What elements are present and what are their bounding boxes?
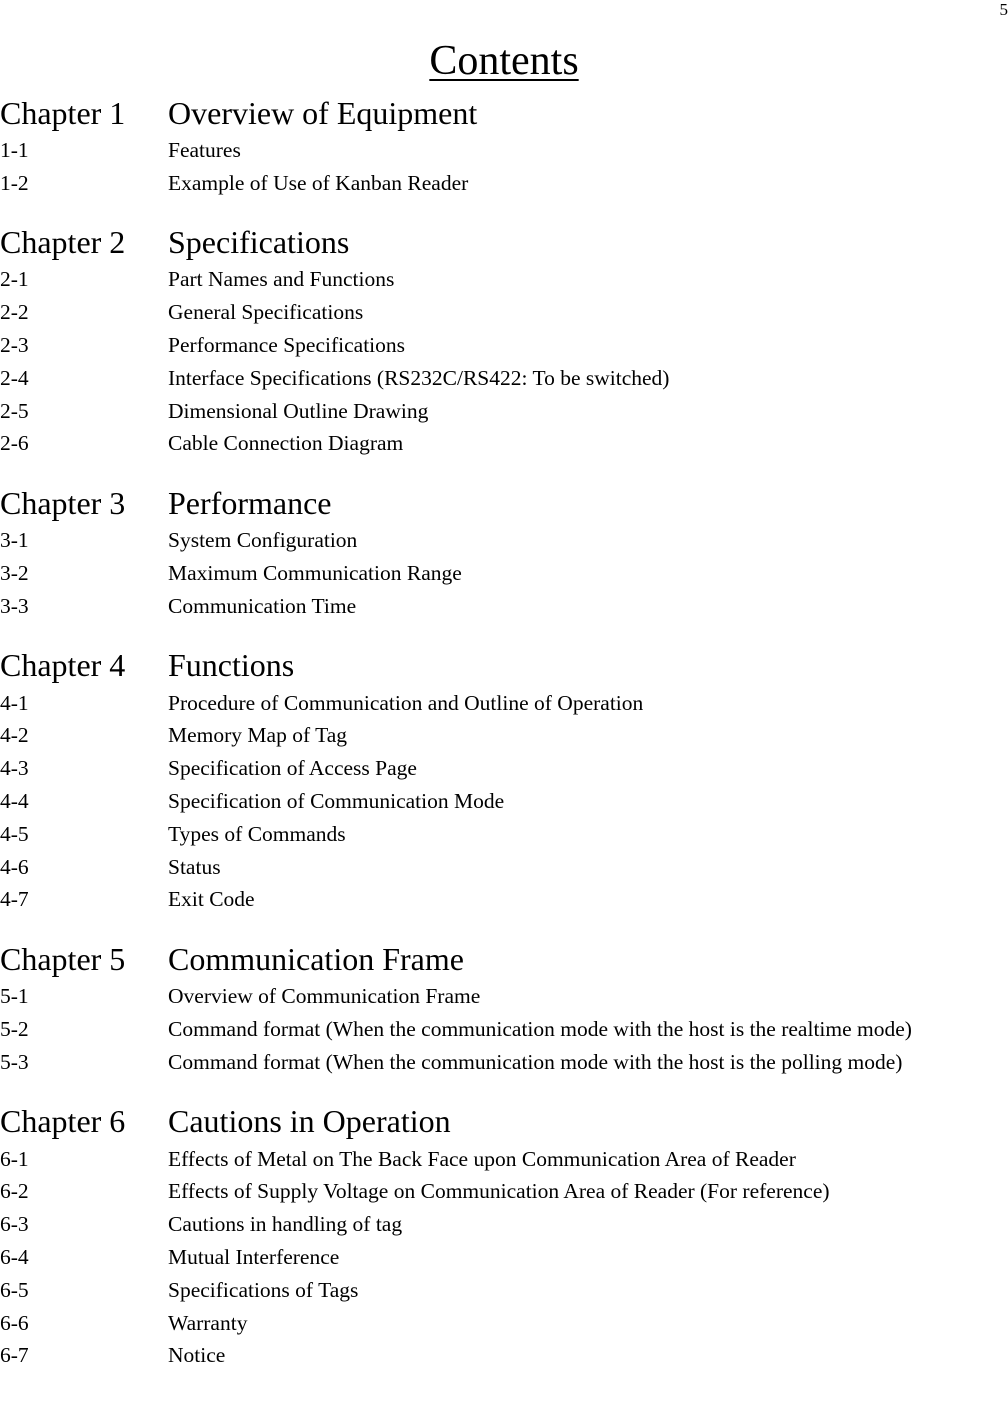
chapter-2: [0, 222, 1008, 461]
chapter-number: Chapter 6: [0, 1103, 126, 1140]
toc-entry[interactable]: [0, 980, 1008, 1013]
section-number: 6-6: [0, 1310, 29, 1335]
section-number: 4-3: [0, 756, 29, 781]
section-title: Specifications of Tags: [168, 1277, 359, 1302]
chapter-title: Functions: [168, 647, 295, 684]
toc-entry[interactable]: [0, 1340, 1008, 1373]
chapter-number: Chapter 1: [0, 94, 126, 131]
section-title: Effects of Supply Voltage on Communication Area of Reader (For reference): [168, 1179, 830, 1204]
section-number: 6-4: [0, 1245, 29, 1270]
toc-entry[interactable]: [0, 818, 1008, 851]
section-number: 3-2: [0, 561, 29, 586]
toc-entry[interactable]: [0, 329, 1008, 362]
section-number: 6-3: [0, 1212, 29, 1237]
chapter-number: Chapter 3: [0, 484, 126, 521]
page-number: 5: [999, 0, 1008, 19]
chapter-title: Performance: [168, 484, 332, 521]
toc-entry[interactable]: [0, 687, 1008, 720]
toc-entry[interactable]: [0, 785, 1008, 818]
toc-entry[interactable]: [0, 428, 1008, 461]
section-title: Command format (When the communication mode with the host is the polling mode): [168, 1049, 903, 1074]
section-title: Overview of Communication Frame: [168, 984, 481, 1009]
chapter-4: [0, 645, 1008, 917]
section-title: Specification of Communication Mode: [168, 789, 505, 814]
toc-entry[interactable]: [0, 884, 1008, 917]
toc-entry[interactable]: [0, 362, 1008, 395]
section-title: Part Names and Functions: [168, 267, 395, 292]
section-title: Types of Commands: [168, 821, 346, 846]
chapter-title: Cautions in Operation: [168, 1103, 451, 1140]
section-number: 2-5: [0, 398, 29, 423]
toc-entry[interactable]: [0, 590, 1008, 623]
toc-entry[interactable]: [0, 720, 1008, 753]
toc-entry[interactable]: [0, 395, 1008, 428]
section-number: 4-6: [0, 854, 29, 879]
toc-entry[interactable]: [0, 851, 1008, 884]
chapter-3: [0, 482, 1008, 622]
section-title: Cable Connection Diagram: [168, 431, 404, 456]
section-number: 5-3: [0, 1049, 29, 1074]
section-title: Memory Map of Tag: [168, 723, 348, 748]
section-number: 4-7: [0, 887, 29, 912]
toc-entry[interactable]: [0, 752, 1008, 785]
chapter-6: [0, 1101, 1008, 1373]
section-title: Example of Use of Kanban Reader: [168, 170, 469, 195]
section-title: Effects of Metal on The Back Face upon Communication Area of Reader: [168, 1146, 796, 1171]
toc-entry[interactable]: [0, 557, 1008, 590]
section-title: Procedure of Communication and Outline of Operation: [168, 690, 644, 715]
section-number: 6-7: [0, 1343, 29, 1368]
section-title: Cautions in handling of tag: [168, 1212, 403, 1237]
toc-entry[interactable]: [0, 524, 1008, 557]
section-number: 1-2: [0, 170, 29, 195]
section-number: 2-4: [0, 365, 29, 390]
table-of-contents: [0, 92, 1008, 1394]
chapter-heading[interactable]: [0, 938, 1008, 980]
section-number: 2-2: [0, 300, 29, 325]
toc-entry[interactable]: [0, 1241, 1008, 1274]
section-number: 6-5: [0, 1277, 29, 1302]
toc-entry[interactable]: [0, 1274, 1008, 1307]
chapter-1: [0, 92, 1008, 200]
section-title: Maximum Communication Range: [168, 561, 462, 586]
section-number: 5-2: [0, 1017, 29, 1042]
section-number: 2-3: [0, 333, 29, 358]
section-number: 4-1: [0, 690, 29, 715]
chapter-heading[interactable]: [0, 222, 1008, 264]
chapter-number: Chapter 2: [0, 224, 126, 261]
section-title: Performance Specifications: [168, 333, 406, 358]
chapter-title: Overview of Equipment: [168, 94, 478, 131]
chapter-heading[interactable]: [0, 482, 1008, 524]
page-title: Contents: [429, 38, 579, 84]
toc-entry[interactable]: [0, 134, 1008, 167]
chapter-title: Communication Frame: [168, 940, 464, 977]
section-title: Command format (When the communication mode with the host is the realtime mode): [168, 1017, 912, 1042]
toc-entry[interactable]: [0, 1307, 1008, 1340]
section-number: 4-2: [0, 723, 29, 748]
toc-entry[interactable]: [0, 1046, 1008, 1079]
section-number: 4-5: [0, 821, 29, 846]
chapter-title: Specifications: [168, 224, 350, 261]
section-number: 2-1: [0, 267, 29, 292]
section-number: 6-2: [0, 1179, 29, 1204]
section-number: 1-1: [0, 137, 29, 162]
section-title: Warranty: [168, 1310, 248, 1335]
chapter-5: [0, 938, 1008, 1078]
section-title: Exit Code: [168, 887, 255, 912]
section-number: 2-6: [0, 431, 29, 456]
toc-entry[interactable]: [0, 1208, 1008, 1241]
chapter-heading[interactable]: [0, 1101, 1008, 1143]
toc-entry[interactable]: [0, 167, 1008, 200]
section-title: System Configuration: [168, 528, 358, 553]
section-title: Mutual Interference: [168, 1245, 340, 1270]
section-title: General Specifications: [168, 300, 364, 325]
section-number: 4-4: [0, 789, 29, 814]
toc-entry[interactable]: [0, 1143, 1008, 1176]
section-number: 6-1: [0, 1146, 29, 1171]
section-title: Communication Time: [168, 593, 357, 618]
section-number: 3-1: [0, 528, 29, 553]
toc-entry[interactable]: [0, 296, 1008, 329]
section-title: Dimensional Outline Drawing: [168, 398, 429, 423]
section-title: Interface Specifications (RS232C/RS422: To be switched): [168, 365, 670, 390]
section-title: Status: [168, 854, 221, 879]
section-number: 5-1: [0, 984, 29, 1009]
section-title: Features: [168, 137, 241, 162]
chapter-number: Chapter 5: [0, 940, 126, 977]
toc-entry[interactable]: [0, 1176, 1008, 1209]
section-title: Specification of Access Page: [168, 756, 417, 781]
toc-entry[interactable]: [0, 264, 1008, 297]
chapter-heading[interactable]: [0, 645, 1008, 687]
chapter-heading[interactable]: [0, 92, 1008, 134]
section-number: 3-3: [0, 593, 29, 618]
chapter-number: Chapter 4: [0, 647, 126, 684]
section-title: Notice: [168, 1343, 226, 1368]
toc-entry[interactable]: [0, 1013, 1008, 1046]
